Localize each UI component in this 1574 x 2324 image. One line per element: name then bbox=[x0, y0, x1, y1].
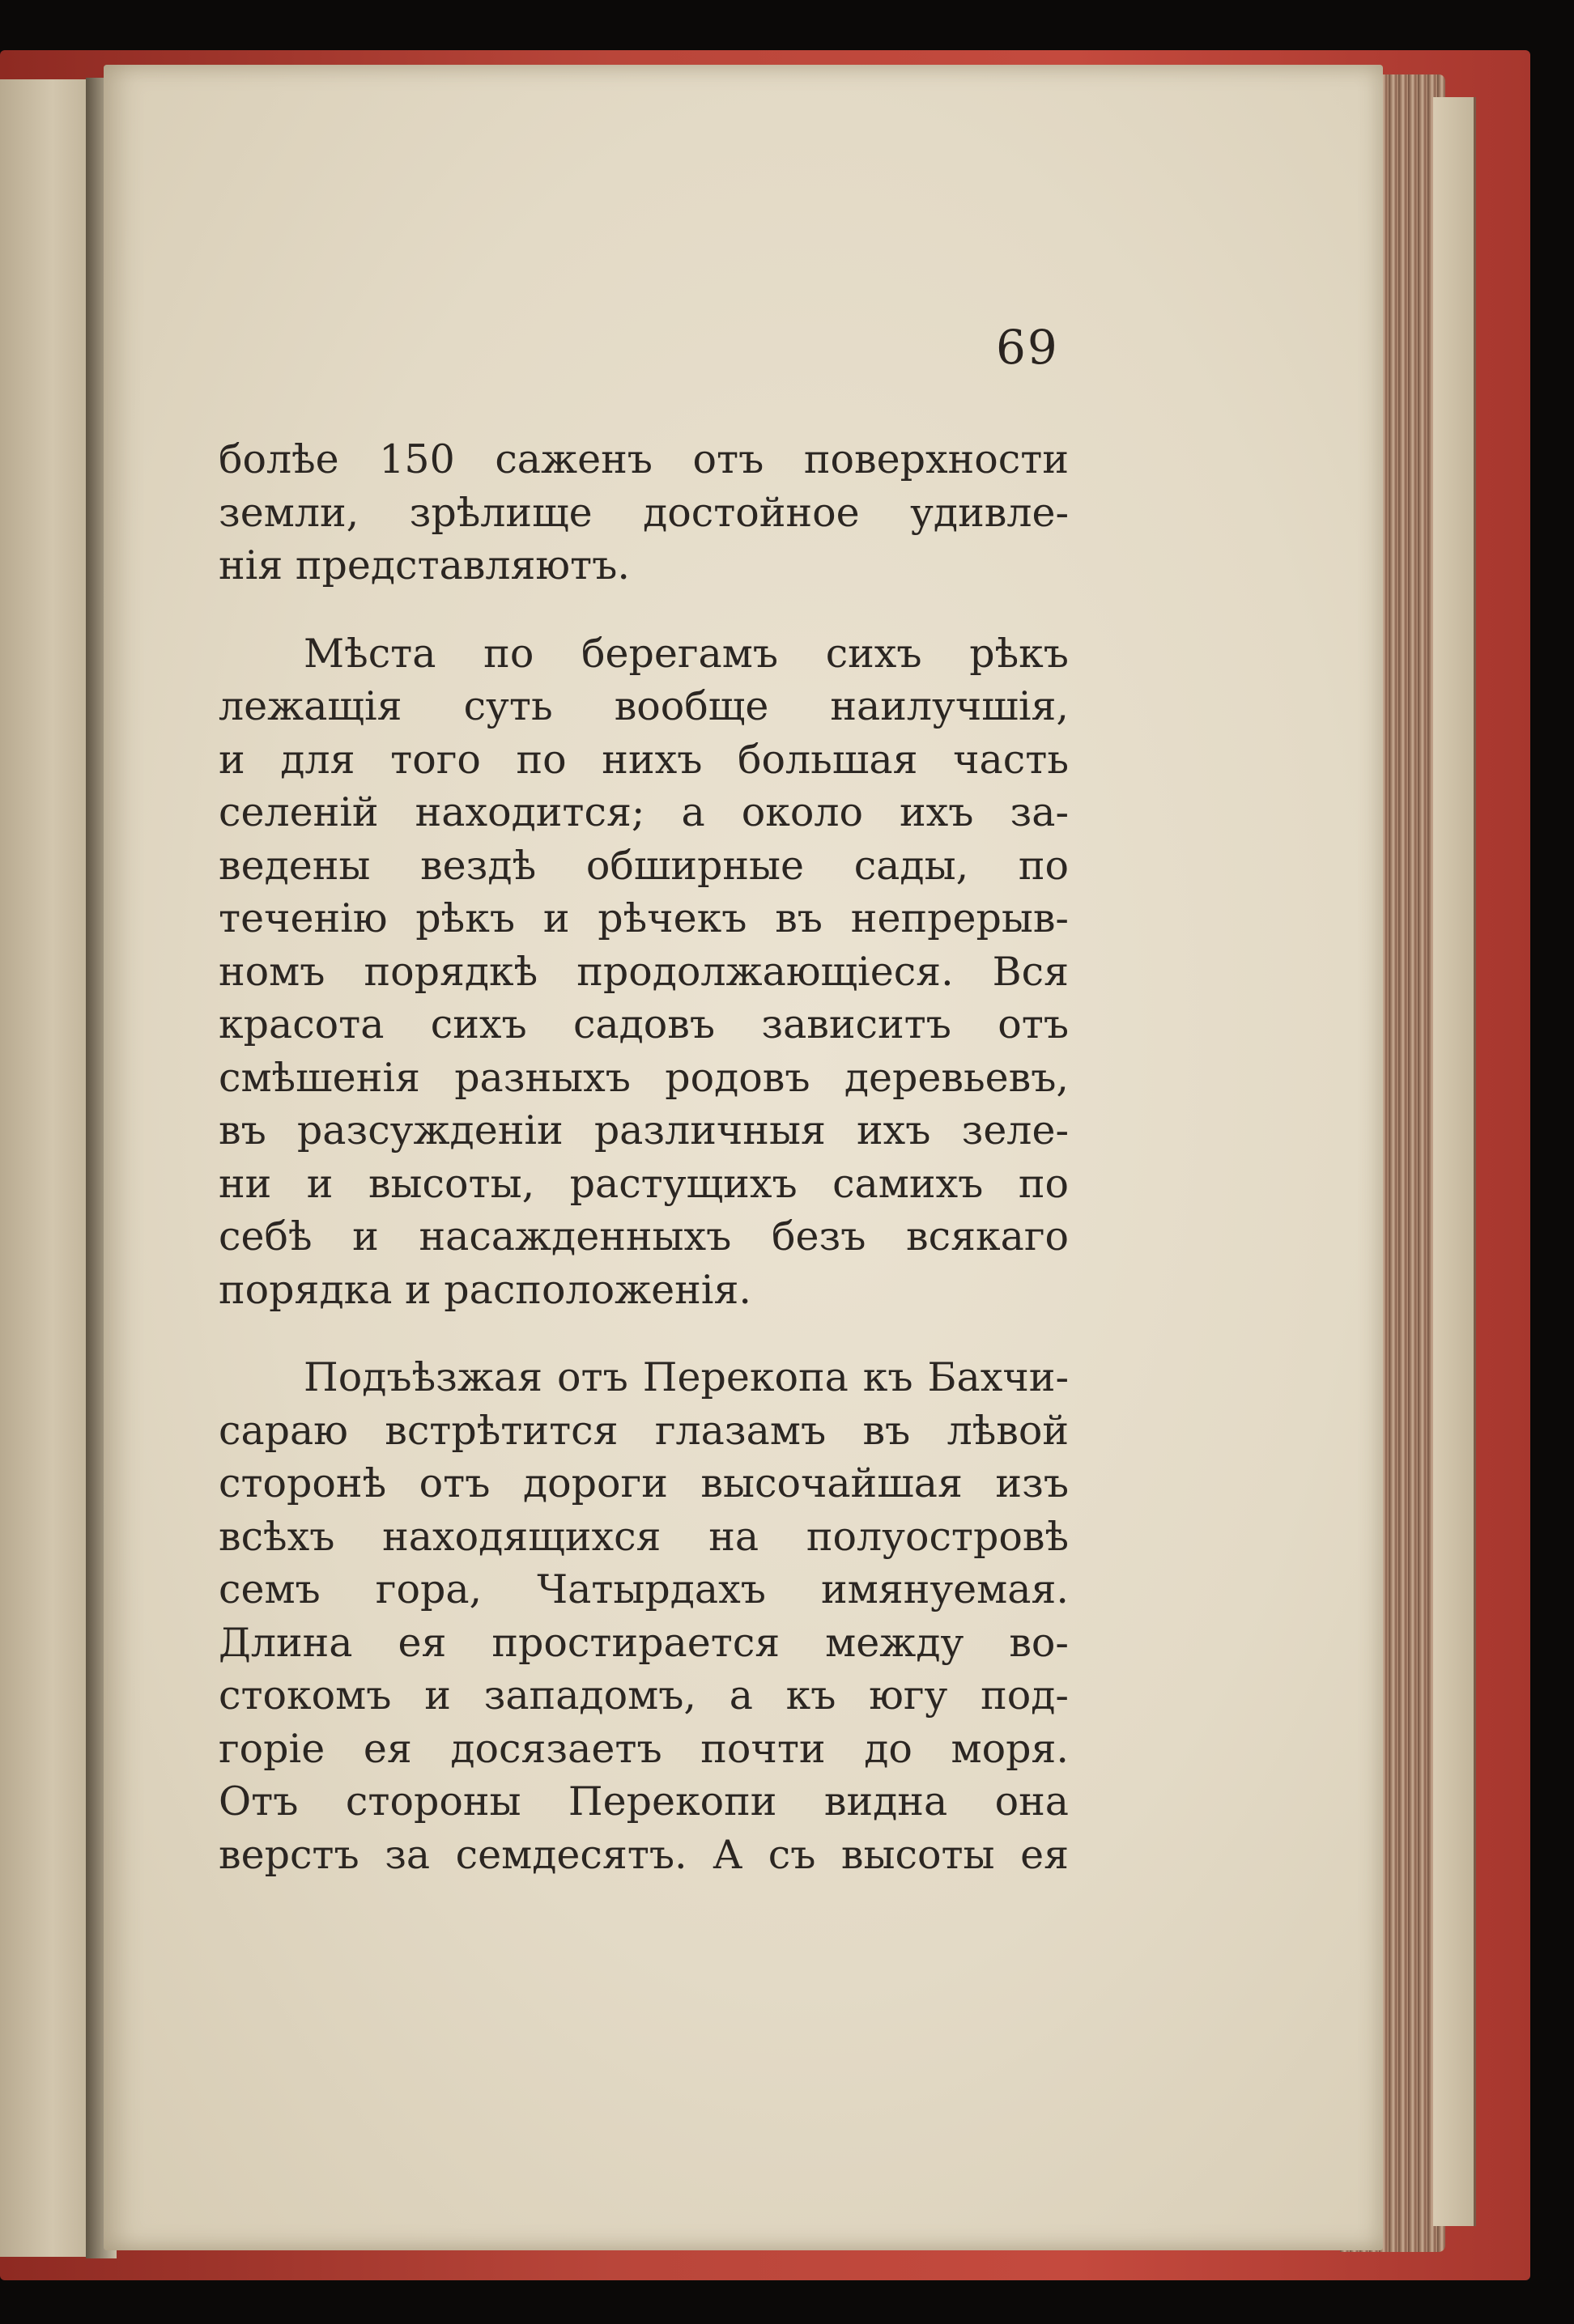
text-line: нія представляютъ. bbox=[219, 542, 630, 588]
paragraph bbox=[219, 433, 1069, 593]
text-line: порядка и расположенія. bbox=[219, 1266, 751, 1313]
text-line: себѣ и насажденныхъ безъ всякаго bbox=[219, 1213, 1069, 1260]
text-line: въ разсужденіи различныя ихъ зеле- bbox=[219, 1107, 1069, 1154]
text-line: семъ гора, Чатырдахъ имянуемая. bbox=[219, 1566, 1069, 1612]
page-edges-inner bbox=[1433, 97, 1476, 2226]
text-line: теченію рѣкъ и рѣчекъ въ непрерыв- bbox=[219, 895, 1069, 941]
text-line: Отъ стороны Перекопи видна она bbox=[219, 1778, 1069, 1825]
text-line: верстъ за семдесятъ. А съ высоты ея bbox=[219, 1831, 1069, 1878]
paragraph bbox=[219, 627, 1069, 1317]
facing-page-edge bbox=[0, 79, 97, 2257]
text-line: земли, зрѣлище достойное удивле- bbox=[219, 489, 1069, 536]
text-line: стокомъ и западомъ, а къ югу под- bbox=[219, 1672, 1069, 1719]
text-line: Длина ея простирается между во- bbox=[219, 1619, 1069, 1666]
text-line: смѣшенія разныхъ родовъ деревьевъ, bbox=[219, 1054, 1069, 1101]
paragraph bbox=[219, 1351, 1069, 1881]
text-line: и для того по нихъ большая часть bbox=[219, 736, 1069, 783]
text-line: Мѣста по берегамъ сихъ рѣкъ bbox=[304, 630, 1069, 677]
text-line: лежащія суть вообще наилучшія, bbox=[219, 683, 1069, 729]
text-line: номъ порядкѣ продолжающіеся. Вся bbox=[219, 948, 1069, 995]
text-line: сараю встрѣтится глазамъ въ лѣвой bbox=[219, 1407, 1069, 1454]
text-line: сторонѣ отъ дороги высочайшая изъ bbox=[219, 1460, 1069, 1506]
page-number: 69 bbox=[996, 320, 1059, 375]
text-line: селеній находится; а около ихъ за- bbox=[219, 789, 1069, 835]
text-line: красота сихъ садовъ зависитъ отъ bbox=[219, 1001, 1069, 1047]
text-line: болѣе 150 саженъ отъ поверхности bbox=[219, 436, 1069, 482]
text-line: ведены вездѣ обширные сады, по bbox=[219, 842, 1069, 889]
text-line: горіе ея досязаетъ почти до моря. bbox=[219, 1725, 1069, 1772]
text-line: Подъѣзжая отъ Перекопа къ Бахчи- bbox=[304, 1354, 1069, 1400]
text-line: ни и высоты, растущихъ самихъ по bbox=[219, 1160, 1069, 1207]
page-text bbox=[219, 433, 1069, 1881]
text-line: всѣхъ находящихся на полуостровѣ bbox=[219, 1513, 1069, 1560]
